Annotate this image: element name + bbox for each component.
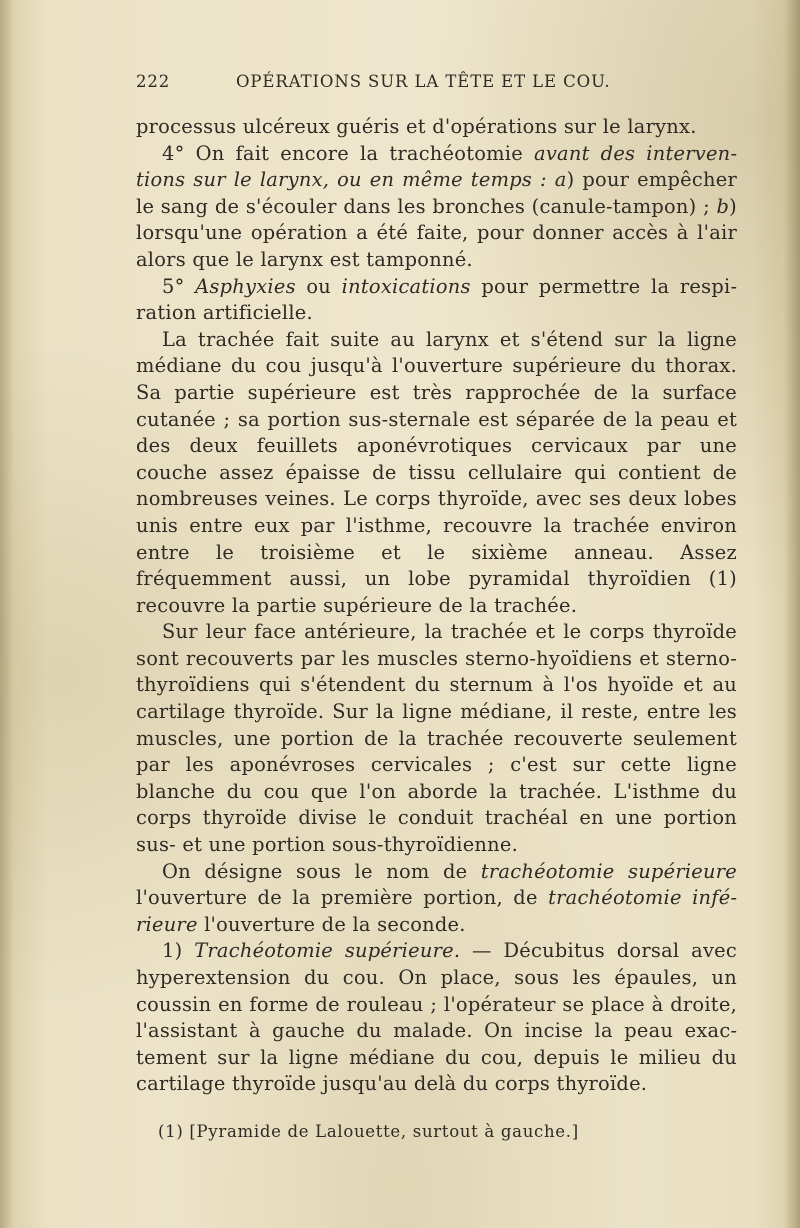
text-segment: l'ouverture de la première portion, de	[136, 886, 549, 910]
text-segment: 4° On fait encore la trachéotomie	[162, 141, 535, 165]
text-segment: processus ulcéreux guéris et d'opérations sur le larynx.	[136, 115, 697, 138]
text-segment: Sur leur face antérieure, la trachée et le corps thyroïde sont recouverts par les muscles sterno-hyoïdiens et sterno-thyroïdiens qui s'étendent du sternum à l'os hyoïde et au cartilage thyroïde. Sur la ligne médiane, il reste, entre les muscles, une portion de la trachée recouverte seulement par les aponévroses cervicales ; c'est sur cette ligne blanche du cou que l'on aborde la trachée. L'isthme du corps thyroïde divise le conduit trachéal en une portion sus- et une portion sous-thyroïdienne.	[136, 620, 737, 857]
text-segment: ) lorsqu'une opération a été faite, pour donner accès à l'air alors que le larynx est tamponné.	[136, 194, 737, 271]
text-segment	[547, 168, 555, 191]
italic-text-segment: Asphyxies	[195, 274, 296, 298]
paragraph-3	[136, 327, 737, 620]
text-segment: l'ouverture de la seconde.	[197, 912, 466, 936]
text-segment: ) pour empêcher le sang de s'écouler dans les bronches (canule-tampon) ;	[136, 168, 737, 218]
italic-text-segment: a	[554, 168, 567, 192]
text-segment: — Décubitus dorsal avec hyperextension du cou. On place, sous les épaules, un coussin en forme de rouleau ; l'opérateur se place à droite, l'assistant à gauche du malade. On incise la peau exactement sur la ligne médiane du cou, depuis le milieu du cartilage thyroïde jusqu'au delà du corps thyroïde.	[136, 939, 737, 1096]
italic-text-segment: trachéotomie supérieure	[480, 859, 737, 883]
running-head	[136, 72, 737, 104]
italic-text-segment: b	[716, 194, 730, 218]
book-page	[136, 72, 737, 1098]
body-text	[136, 114, 737, 1098]
italic-text-segment: intoxications	[341, 274, 471, 298]
paragraph-4	[136, 619, 737, 858]
footnote: (1) [Pyramide de Lalouette, surtout à gauche.]	[158, 1122, 579, 1141]
page-number: 222	[136, 72, 171, 91]
text-segment: pour permettre la respiration artificielle.	[136, 274, 737, 325]
paragraph-2	[136, 274, 737, 327]
paragraph-5	[136, 859, 737, 939]
running-head-title: OPÉRATIONS SUR LA TÊTE ET LE COU.	[236, 72, 611, 91]
paragraph-0	[136, 114, 737, 141]
italic-text-segment: trachéotomie inférieure	[136, 886, 738, 936]
text-segment: ou	[295, 274, 342, 298]
text-segment: 1)	[162, 939, 195, 963]
page-edge-shadow-left	[0, 0, 14, 1228]
page-edge-shadow-right	[784, 0, 800, 1228]
text-segment: 5°	[162, 274, 196, 298]
paragraph-1	[136, 141, 737, 274]
italic-text-segment: avant des interventions sur le larynx, ou en même temps :	[136, 141, 737, 192]
text-segment: La trachée fait suite au larynx et s'étend sur la ligne médiane du cou jusqu'à l'ouverture supérieure du thorax. Sa partie supérieure est très rapprochée de la surface cutanée ; sa portion sus-sternale est séparée de la peau et des deux feuillets aponévrotiques cervicaux par une couche assez épaisse de tissu cellulaire qui contient de nombreuses veines. Le corps thyroïde, avec ses deux lobes unis entre eux par l'isthme, recouvre la trachée environ entre le troisième et le sixième anneau. Assez fréquemment aussi, un lobe pyramidal thyroïdien (1) recouvre la partie supérieure de la trachée.	[136, 327, 737, 617]
paragraph-6	[136, 938, 737, 1098]
italic-text-segment: Trachéotomie supérieure.	[194, 939, 461, 963]
text-segment: On désigne sous le nom de	[162, 859, 481, 883]
